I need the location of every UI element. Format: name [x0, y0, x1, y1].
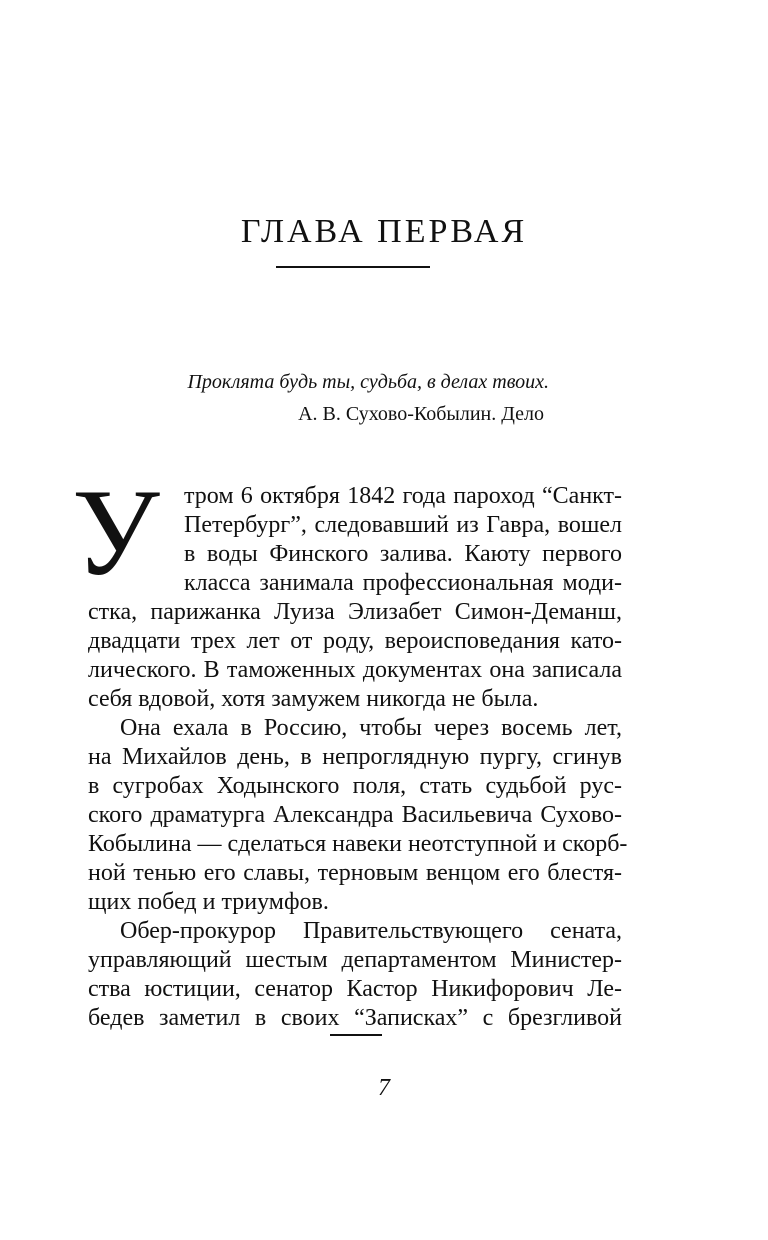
text-line: тром 6 октября 1842 года пароход “Санкт-	[184, 483, 622, 509]
epigraph-work: Дело	[501, 403, 544, 425]
text-line: Обер-прокурор Правительствующего сената,	[120, 918, 622, 944]
text-line: Петербург”, следовавший из Гавра, вошел	[184, 512, 622, 538]
text-line: себя вдовой, хотя замужем никогда не была.	[88, 686, 539, 712]
text-line: Кобылина — сделаться навеки неотступной и скорб-	[88, 831, 628, 857]
text-line: ства юстиции, сенатор Кастор Никифорович Ле-	[88, 976, 622, 1002]
text-line: на Михайлов день, в непроглядную пургу, сгинув	[88, 744, 622, 770]
text-line: класса занимала профессиональная моди-	[184, 570, 622, 596]
text-line: ского драматурга Александра Васильевича Сухово-	[88, 802, 622, 828]
text-line: щих побед и триумфов.	[88, 889, 329, 915]
page-number: 7	[378, 1075, 390, 1101]
text-line: ной тенью его славы, терновым венцом его блестя-	[88, 860, 622, 886]
text-line: Она ехала в Россию, чтобы через восемь лет,	[120, 715, 622, 741]
epigraph-author: А. В. Сухово-Кобылин.	[298, 403, 497, 425]
text-line: лического. В таможенных документах она записала	[88, 657, 622, 683]
chapter-title: ГЛАВА ПЕРВАЯ	[240, 213, 528, 250]
text-line: двадцати трех лет от роду, вероисповедания като-	[88, 628, 622, 654]
epigraph-attribution	[298, 401, 544, 427]
epigraph-quote: Проклята будь ты, судьба, в делах твоих.	[187, 371, 549, 393]
text-line: бедев заметил в своих “Записках” с брезгливой	[88, 1005, 622, 1031]
drop-cap: У	[72, 464, 160, 601]
title-rule	[276, 266, 430, 268]
text-line: в сугробах Ходынского поля, стать судьбой рус-	[88, 773, 622, 799]
text-line: в воды Финского залива. Каюту первого	[184, 541, 622, 567]
page-number-rule	[330, 1034, 382, 1036]
text-line: управляющий шестым департаментом Министер-	[88, 947, 622, 973]
text-line: стка, парижанка Луиза Элизабет Симон-Деманш,	[88, 599, 622, 625]
